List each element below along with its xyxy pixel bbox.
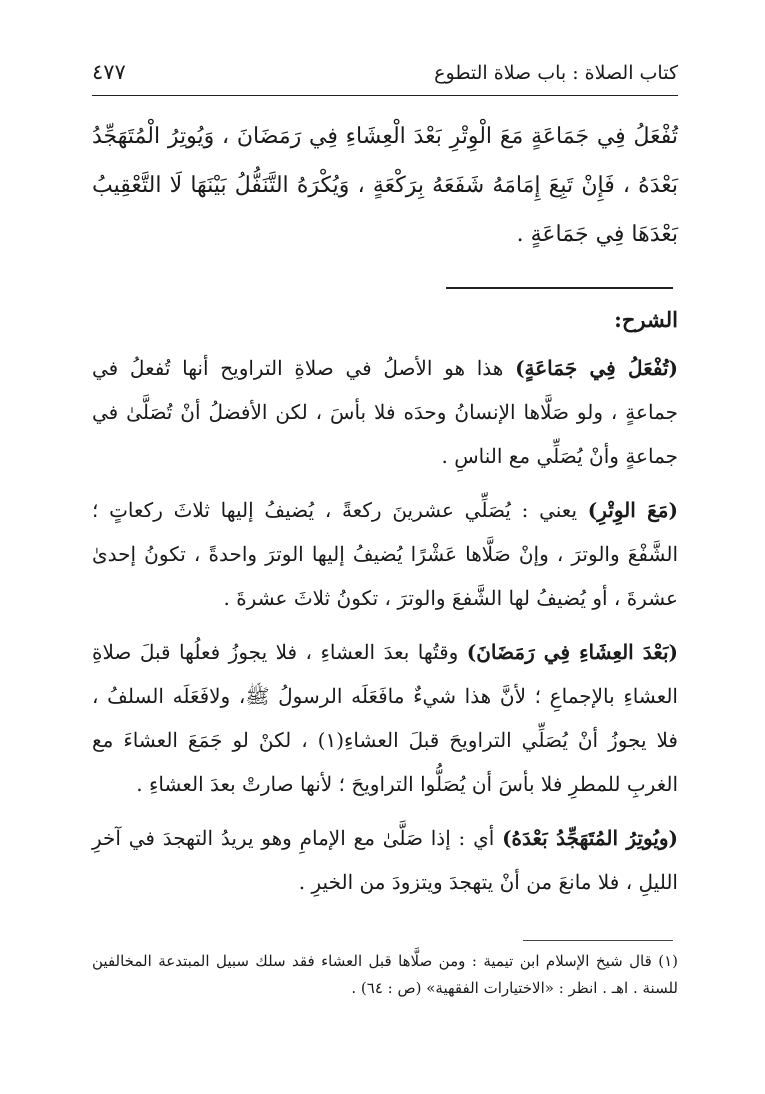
paragraph-text: وقتُها بعدَ العشاءِ ، فلا يجوزُ فعلُها قبلَ صلاةِ العشاءِ بالإجماعِ ؛ لأنَّ هذا شيءٌ مافَعَلَه الرسولُ ﷺ، ولافَعَلَه السلفُ ، فلا يجوزُ أنْ يُصَلِّي التراويحَ قبلَ العشاءِ(١) ، لكنْ لو جَمَعَ العشاءَ مع الغربِ للمطرِ فلا بأسَ أن يُصَلُّوا التراويحَ ؛ لأنها صارتْ بعدَ العشاءِ . (92, 640, 678, 796)
paragraph-text: هذا هو الأصلُ في صلاةِ التراويح أنها تُفعلُ في جماعةٍ ، ولو صَلَّاها الإنسانُ وحدَه فلا بأسَ ، لكن الأفضلُ أنْ تُصَلَّىٰ في جماعةٍ وأنْ يُصَلِّي مع الناسِ . (92, 356, 678, 468)
sharh-paragraph (92, 488, 678, 620)
footnote-divider (523, 940, 673, 941)
paragraph-text: أي : إذا صَلَّىٰ مع الإمامِ وهو يريدُ التهجدَ في آخرِ الليلِ ، فلا مانعَ من أنْ يتهجدَ ويتزودَ من الخيرِ . (92, 826, 678, 894)
running-header (92, 58, 678, 92)
sharh-paragraph (92, 816, 678, 904)
header-divider (92, 95, 678, 96)
quoted-phrase: (بَعْدَ العِشَاءِ فِي رَمَضَانَ) (466, 640, 678, 664)
quoted-phrase: (مَعَ الوِتْرِ) (587, 498, 678, 522)
matn-block (92, 112, 678, 259)
footnote: (١) قال شيخ الإسلام ابن تيمية : ومن صلَّاها قبل العشاء فقد سلك سبيل المبتدعة المخالفين للسنة . اهـ . انظر : «الاختيارات الفقهية» (ص : ٦٤) . (92, 952, 678, 997)
page-number: ٤٧٧ (92, 60, 126, 84)
matn-text: تُفْعَلُ فِي جَمَاعَةٍ مَعَ الْوِتْرِ بَعْدَ الْعِشَاءِ فِي رَمَضَانَ ، وَيُوتِرُ الْمُتَهَجِّدُ بَعْدَهُ ، فَإِنْ تَبِعَ إِمَامَهُ شَفَعَهُ بِرَكْعَةٍ ، وَيُكْرَهُ التَّنَفُّلُ بَيْنَهَا لَا التَّعْقِيبُ بَعْدَهَا فِي جَمَاعَةٍ . (92, 124, 678, 247)
quoted-phrase: (تُفْعَلُ فِي جَمَاعَةٍ) (515, 356, 678, 380)
sharh-paragraph (92, 630, 678, 806)
sharh-block (92, 300, 678, 914)
paragraph-text: يعني : يُصَلِّي عشرينَ ركعةً ، يُضيفُ إليها ثلاثَ ركعاتٍ ؛ الشَّفْعَ والوترَ ، وإنْ صَلَّاها عَشْرًا يُضيفُ إليها الوترَ واحدةً ، تكونُ إحدىٰ عشرةَ ، أو يُضيفُ لها الشَّفعَ والوترَ ، تكونُ ثلاثَ عشرةَ . (92, 498, 678, 610)
sharh-paragraph (92, 346, 678, 478)
matn-divider (446, 287, 673, 289)
sharh-heading: الشرح: (614, 307, 678, 332)
quoted-phrase: (ويُوتِرُ المُتَهَجِّدُ بَعْدَهُ) (502, 826, 679, 850)
header-title: كتاب الصلاة : باب صلاة التطوع (434, 62, 678, 84)
